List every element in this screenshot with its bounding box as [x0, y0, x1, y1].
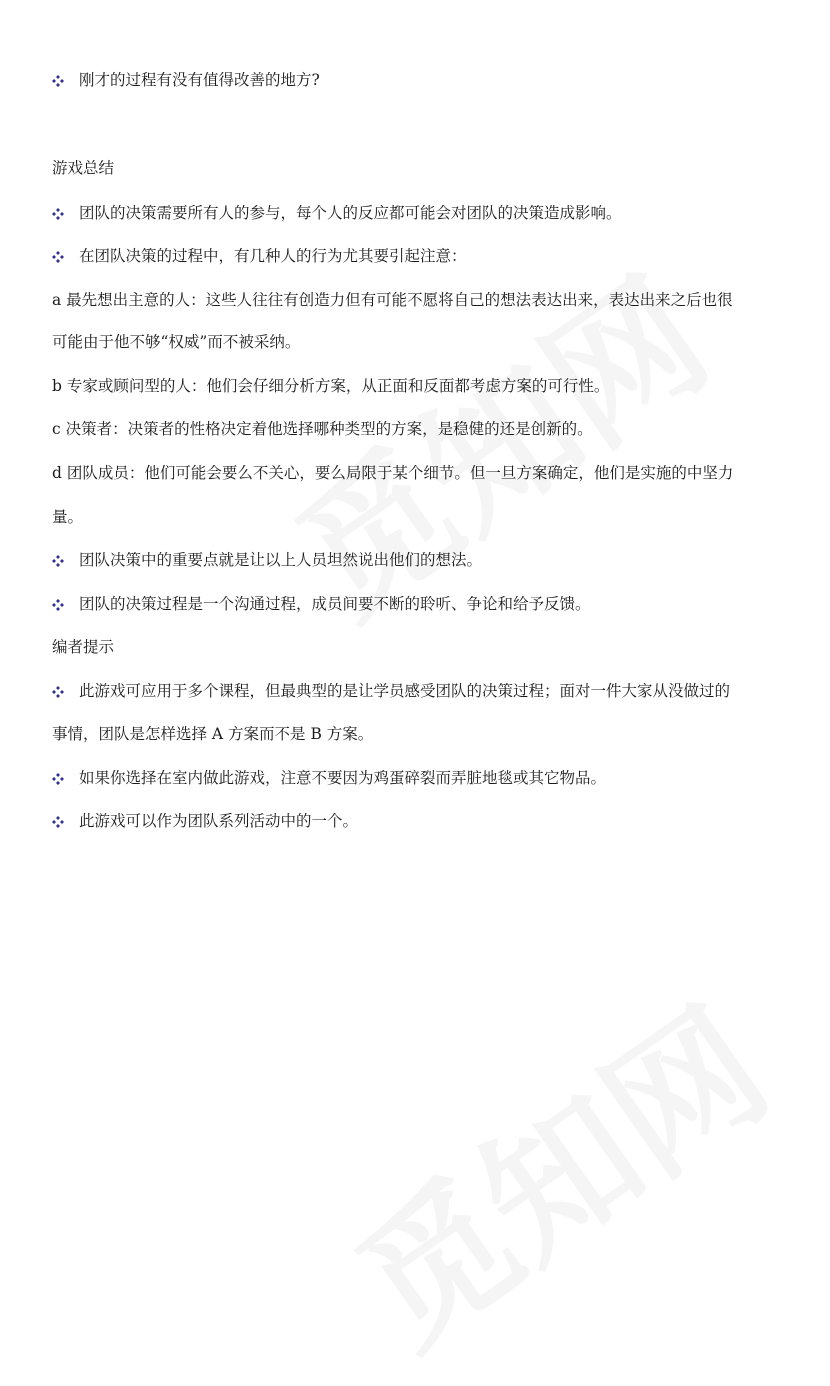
paragraph-line: 可能由于他不够“权威”而不被采纳。 — [52, 333, 301, 351]
bullet-item — [52, 593, 792, 615]
bullet-item — [52, 69, 792, 91]
diamond-bullet-icon — [52, 555, 64, 567]
paragraph-line: c 决策者：决策者的性格决定着他选择哪种类型的方案，是稳健的还是创新的。 — [52, 420, 593, 438]
bullet-text: 团队的决策过程是一个沟通过程，成员间要不断的聆听、争论和给予反馈。 — [79, 595, 591, 613]
bullet-text: 团队决策中的重要点就是让以上人员坦然说出他们的想法。 — [79, 551, 483, 569]
bullet-item — [52, 245, 792, 267]
diamond-bullet-icon — [52, 816, 64, 828]
diamond-bullet-icon — [52, 686, 64, 698]
bullet-item — [52, 767, 792, 789]
diamond-bullet-icon — [52, 773, 64, 785]
watermark-text — [309, 950, 802, 1385]
bullet-item — [52, 549, 792, 571]
diamond-bullet-icon — [52, 75, 64, 87]
bullet-text: 团队的决策需要所有人的参与，每个人的反应都可能会对团队的决策造成影响。 — [79, 204, 622, 222]
paragraph-line: 事情，团队是怎样选择 A 方案而不是 B 方案。 — [52, 725, 374, 743]
bullet-text: 在团队决策的过程中，有几种人的行为尤其要引起注意： — [79, 247, 467, 265]
bullet-item — [52, 680, 792, 702]
paragraph-line: b 专家或顾问型的人：他们会仔细分析方案，从正面和反面都考虑方案的可行性。 — [52, 377, 610, 395]
bullet-item — [52, 202, 792, 224]
paragraph-line: 量。 — [52, 508, 84, 526]
paragraph-line: d 团队成员：他们可能会要么不关心，要么局限于某个细节。但一旦方案确定，他们是实施的中坚力 — [52, 464, 734, 482]
diamond-bullet-icon — [52, 599, 64, 611]
section-heading-editor: 编者提示 — [52, 638, 115, 656]
diamond-bullet-icon — [52, 208, 64, 220]
section-heading-summary: 游戏总结 — [52, 159, 115, 177]
bullet-text: 此游戏可应用于多个课程，但最典型的是让学员感受团队的决策过程；面对一件大家从没做过的 — [79, 682, 731, 700]
paragraph-line: a 最先想出主意的人：这些人往往有创造力但有可能不愿将自己的想法表达出来，表达出来之后也很 — [52, 291, 733, 309]
bullet-text: 如果你选择在室内做此游戏，注意不要因为鸡蛋碎裂而弄脏地毯或其它物品。 — [79, 769, 607, 787]
bullet-text: 刚才的过程有没有值得改善的地方? — [79, 71, 320, 89]
bullet-text: 此游戏可以作为团队系列活动中的一个。 — [79, 812, 359, 830]
bullet-item — [52, 810, 792, 832]
diamond-bullet-icon — [52, 251, 64, 263]
